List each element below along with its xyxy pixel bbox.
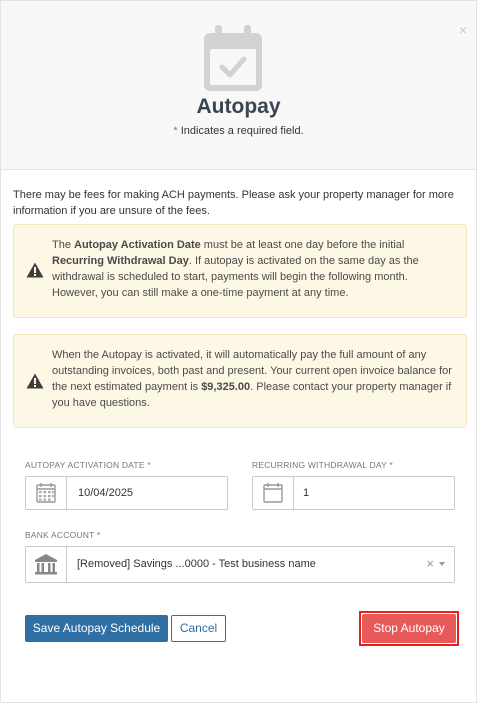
cancel-button[interactable]: Cancel: [171, 615, 226, 642]
calendar-icon: [26, 477, 66, 509]
required-marker: *: [173, 125, 178, 137]
warning-icon: [26, 373, 44, 389]
modal-header: [1, 1, 476, 170]
activation-date-label: AUTOPAY ACTIVATION DATE *: [25, 460, 151, 470]
required-note-text: Indicates a required field.: [177, 125, 304, 137]
chevron-down-icon[interactable]: [439, 562, 445, 566]
date-picker-addon[interactable]: [26, 477, 67, 509]
bank-account-value[interactable]: [Removed] Savings ...0000 - Test business name: [77, 558, 316, 570]
close-icon[interactable]: ×: [458, 22, 467, 38]
withdrawal-day-value[interactable]: 1: [303, 487, 310, 499]
autopay-balance-alert: [13, 334, 467, 428]
withdrawal-day-field[interactable]: [252, 476, 455, 510]
alert-text: When the Autopay is activated, it will automatically pay the full amount of any outstanding invoices, both past and present. Your current open invoice balance for the next estimated payment is $9,325.00. Please contact your property manager if you have questions.: [52, 349, 452, 409]
activation-date-value[interactable]: 10/04/2025: [78, 487, 134, 499]
activation-date-field[interactable]: [25, 476, 228, 510]
day-picker-addon[interactable]: [253, 477, 294, 509]
clear-selection-icon[interactable]: ×: [426, 556, 434, 571]
stop-autopay-button[interactable]: Stop Autopay: [362, 614, 456, 643]
bank-icon: [26, 547, 66, 582]
activation-date-alert: [13, 224, 467, 318]
calendar-icon: [253, 477, 293, 509]
ach-fees-notice: There may be fees for making ACH payments. Please ask your property manager for more information if you are unsure of the fees.: [13, 189, 454, 217]
bank-addon: [26, 547, 67, 582]
calendar-check-icon: [201, 23, 265, 95]
required-field-note: [1, 125, 476, 137]
bank-account-select[interactable]: [25, 546, 455, 583]
save-autopay-button[interactable]: Save Autopay Schedule: [25, 615, 168, 642]
warning-icon: [26, 262, 44, 278]
alert-text: The Autopay Activation Date must be at least one day before the initial Recurring Withdrawal Day. If autopay is activated on the same day as the withdrawal is scheduled to start, payments will begin the following month. However, you can still make a one-time payment at any time.: [52, 239, 419, 299]
modal-title: Autopay: [196, 95, 281, 118]
bank-account-label: BANK ACCOUNT *: [25, 530, 101, 540]
withdrawal-day-label: RECURRING WITHDRAWAL DAY *: [252, 460, 393, 470]
